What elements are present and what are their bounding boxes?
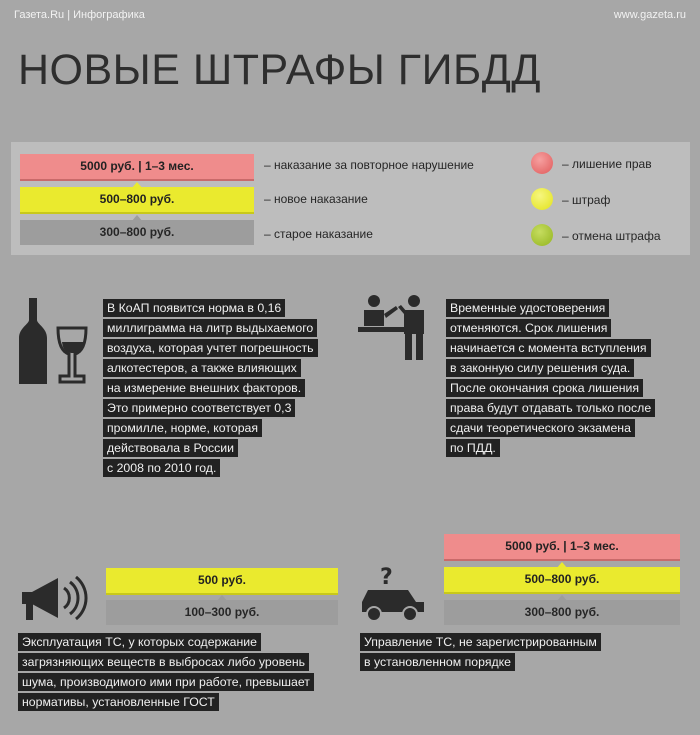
- alcohol-line: миллиграмма на литр выдыхаемого: [103, 319, 317, 337]
- licenses-line: сдачи теоретического экзамена: [446, 419, 635, 437]
- licenses-line: права будут отдавать только после: [446, 399, 655, 417]
- alcohol-text: [103, 298, 343, 478]
- legend-label-fine: – штраф: [562, 193, 611, 207]
- legend-label-old: – старое наказание: [264, 227, 373, 241]
- unregistered-text: [360, 632, 680, 672]
- red-dot-icon: [531, 152, 553, 174]
- service-desk-people-icon: [358, 294, 430, 362]
- alcohol-line: промилле, норме, которая: [103, 419, 262, 437]
- site-url[interactable]: www.gazeta.ru: [613, 9, 686, 21]
- licenses-line: начинается с момента вступления: [446, 339, 651, 357]
- pollution-line: загрязняющих веществ в выбросах либо уровень: [18, 653, 309, 671]
- pollution-new-fine: 500 руб.: [106, 568, 338, 595]
- alcohol-line: на измерение внешних факторов.: [103, 379, 305, 397]
- alcohol-line: действовала в России: [103, 439, 238, 457]
- source-label: Газета.Ru | Инфографика: [14, 9, 145, 21]
- unregistered-repeat-fine: 5000 руб. | 1–3 мес.: [444, 534, 680, 561]
- megaphone-icon: [18, 576, 88, 624]
- legend-bar-repeat: 5000 руб. | 1–3 мес.: [20, 154, 254, 181]
- unregistered-new-fine: 500–800 руб.: [444, 567, 680, 594]
- legend-label-cancel: – отмена штрафа: [562, 229, 661, 243]
- pollution-old-fine: 100–300 руб.: [106, 600, 338, 625]
- unregistered-line: Управление ТС, не зарегистрированным: [360, 633, 601, 651]
- licenses-line: в законную силу решения суда.: [446, 359, 634, 377]
- unregistered-line: в установленном порядке: [360, 653, 515, 671]
- green-dot-icon: [531, 224, 553, 246]
- wine-bottle-glass-icon: [18, 298, 93, 386]
- licenses-line: Временные удостоверения: [446, 299, 609, 317]
- alcohol-line: с 2008 по 2010 год.: [103, 459, 220, 477]
- legend-label-revoke: – лишение прав: [562, 157, 652, 171]
- unregistered-old-fine: 300–800 руб.: [444, 600, 680, 625]
- page-title: НОВЫЕ ШТРАФЫ ГИБДД: [18, 46, 541, 94]
- licenses-text: [446, 298, 686, 458]
- licenses-line: отменяются. Срок лишения: [446, 319, 611, 337]
- yellow-dot-icon: [531, 188, 553, 210]
- car-question-icon: [358, 566, 428, 622]
- alcohol-line: алкотестеров, а также влияющих: [103, 359, 301, 377]
- licenses-line: по ПДД.: [446, 439, 500, 457]
- legend-bar-new: 500–800 руб.: [20, 187, 254, 214]
- alcohol-line: воздуха, которая учтет погрешность: [103, 339, 318, 357]
- svg-text:?: ?: [380, 566, 393, 590]
- legend-bar-old: 300–800 руб.: [20, 220, 254, 245]
- pollution-line: шума, производимого ими при работе, превышает: [18, 673, 314, 691]
- alcohol-line: В КоАП появится норма в 0,16: [103, 299, 285, 317]
- licenses-line: После окончания срока лишения: [446, 379, 643, 397]
- legend-label-repeat: – наказание за повторное нарушение: [264, 158, 474, 172]
- legend-label-new: – новое наказание: [264, 192, 368, 206]
- pollution-text: [18, 632, 338, 712]
- pollution-line: нормативы, установленные ГОСТ: [18, 693, 219, 711]
- alcohol-line: Это примерно соответствует 0,3: [103, 399, 295, 417]
- pollution-line: Эксплуатация ТС, у которых содержание: [18, 633, 261, 651]
